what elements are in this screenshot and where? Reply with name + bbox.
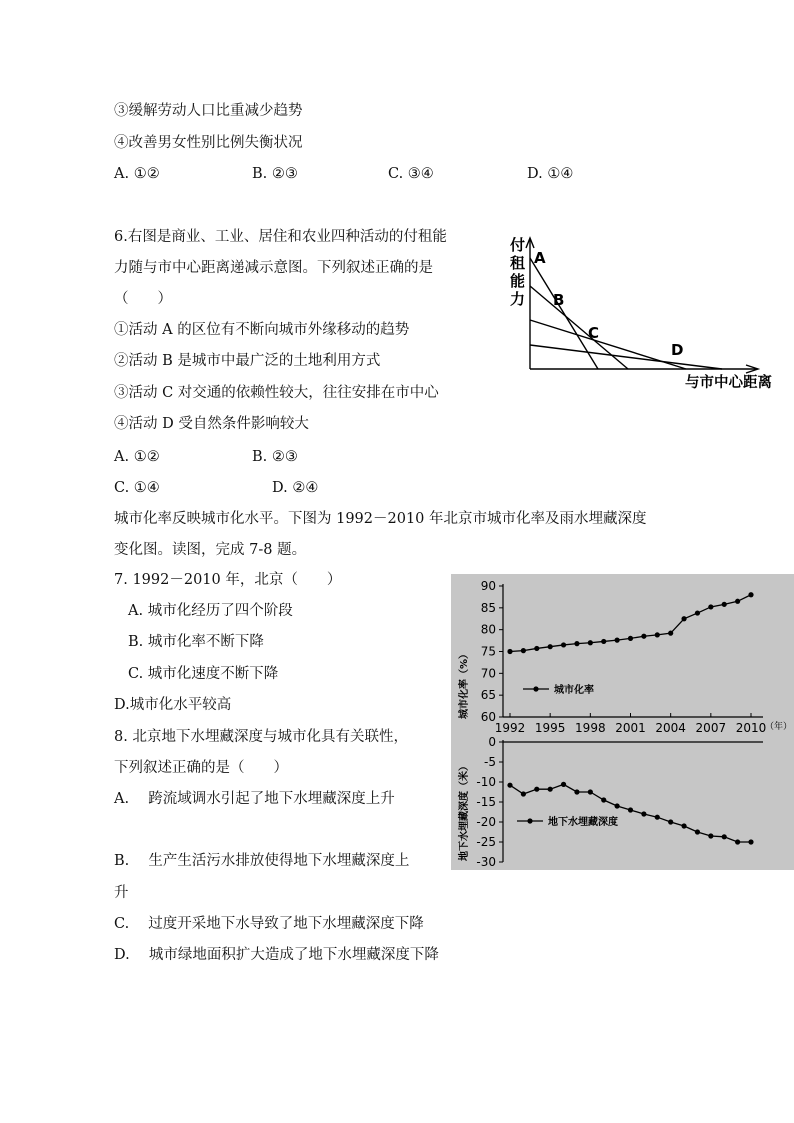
urbanization-x-tick-label: 2001 (615, 721, 646, 735)
groundwater-y-tick-label: -20 (476, 815, 496, 829)
q8-option-a: A. 跨流域调水引起了地下水埋藏深度上升 (114, 791, 395, 807)
urbanization-x-tick-label: 1998 (575, 721, 606, 735)
urbanization-x-tick-label: 2004 (655, 721, 686, 735)
urbanization-legend-label: 城市化率 (554, 685, 594, 696)
groundwater-data-point (722, 834, 727, 839)
bid-rent-xlabel: 与市中心距离 (685, 375, 772, 391)
q6-option-a: A. ①② (114, 449, 160, 465)
groundwater-data-point (588, 789, 593, 794)
urbanization-data-point (561, 642, 566, 647)
groundwater-data-point (695, 829, 700, 834)
q6-item-2: ②活动 B 是城市中最广泛的土地利用方式 (114, 353, 381, 369)
urbanization-y-tick-label: 65 (480, 688, 496, 703)
groundwater-data-point (668, 819, 673, 824)
urbanization-data-point (668, 631, 673, 636)
groundwater-y-tick-label: -10 (476, 775, 496, 789)
urbanization-data-point (588, 640, 593, 645)
q5-item-4: ④改善男女性别比例失衡状况 (114, 135, 303, 151)
activity-b-line (530, 286, 628, 369)
q6-option-d: D. ②④ (272, 480, 319, 496)
urbanization-legend-marker (533, 686, 538, 691)
q8-option-b-line1: B. 生产生活污水排放使得地下水埋藏深度上 (114, 853, 410, 869)
groundwater-y-tick-label: -25 (476, 835, 496, 849)
groundwater-y-tick-label: 0 (488, 735, 496, 749)
groundwater-data-point (561, 782, 566, 787)
label-d: D (671, 341, 684, 359)
urbanization-data-point (748, 592, 753, 597)
label-b: B (553, 291, 565, 309)
groundwater-data-point (548, 787, 553, 792)
groundwater-legend-label: 地下水埋藏深度 (548, 817, 618, 828)
q8-stem-line1: 8. 北京地下水埋藏深度与城市化具有关联性， (114, 729, 408, 745)
groundwater-data-point (601, 797, 606, 802)
groundwater-y-axis-label: 地下水埋藏深度（米） (459, 761, 470, 861)
urbanization-data-point (574, 641, 579, 646)
bid-rent-ylabel-3: 能 (510, 272, 526, 290)
label-c: C (588, 324, 600, 342)
urbanization-x-tick-label: 1992 (494, 721, 526, 735)
urbanization-y-tick-label: 60 (480, 710, 496, 724)
groundwater-legend-marker (527, 818, 532, 823)
q8-option-c: C. 过度开采地下水导致了地下水埋藏深度下降 (114, 916, 424, 932)
bid-rent-ylabel-2: 租 (510, 254, 526, 272)
urbanization-x-tick-label: 2010 (735, 721, 767, 735)
bid-rent-ylabel-4: 力 (510, 290, 526, 308)
groundwater-data-point (521, 791, 526, 796)
label-a: A (534, 249, 546, 267)
urbanization-data-point (534, 646, 539, 651)
urbanization-data-point (641, 634, 646, 639)
urbanization-y-tick-label: 75 (480, 644, 496, 659)
urbanization-data-point (655, 632, 660, 637)
intro-line-2: 变化图。读图，完成 7-8 题。 (114, 542, 307, 558)
bid-rent-ylabel-1: 付 (510, 236, 526, 254)
groundwater-data-point (735, 839, 740, 844)
urbanization-data-point (722, 602, 727, 607)
groundwater-y-tick-label: -15 (476, 795, 496, 809)
groundwater-data-point (534, 787, 539, 792)
q6-stem-line2: 力随与市中心距离递减示意图。下列叙述正确的是 (114, 260, 433, 276)
urbanization-data-point (601, 639, 606, 644)
q6-option-c: C. ①④ (114, 480, 160, 496)
groundwater-data-point (708, 833, 713, 838)
q5-option-d: D. ①④ (527, 166, 574, 182)
q5-option-c: C. ③④ (388, 166, 434, 182)
groundwater-y-tick-label: -30 (476, 855, 496, 869)
q6-stem-line1: 6.右图是商业、工业、居住和农业四种活动的付租能 (114, 229, 447, 245)
q5-option-b: B. ②③ (252, 166, 298, 182)
urbanization-x-tick-label: 2007 (695, 721, 727, 735)
urbanization-x-tick-label: 1995 (534, 721, 566, 735)
groundwater-data-point (748, 839, 753, 844)
urbanization-y-tick-label: 80 (480, 622, 496, 637)
q7-option-d: D.城市化水平较高 (114, 697, 232, 713)
bid-rent-figure (500, 228, 794, 394)
q8-option-d: D. 城市绿地面积扩大造成了地下水埋藏深度下降 (114, 947, 439, 963)
groundwater-data-point (628, 807, 633, 812)
beijing-urbanization-groundwater-chart (451, 574, 794, 870)
urbanization-data-point (628, 636, 633, 641)
q6-item-4: ④活动 D 受自然条件影响较大 (114, 416, 309, 432)
q8-stem-line2: 下列叙述正确的是（ ） (114, 760, 288, 776)
q6-option-b: B. ②③ (252, 449, 298, 465)
x-axis-unit: （年） (765, 722, 793, 732)
urbanization-y-tick-label: 70 (480, 666, 496, 681)
urbanization-data-point (695, 610, 700, 615)
q7-option-b: B. 城市化率不断下降 (128, 634, 264, 650)
q6-item-1: ①活动 A 的区位有不断向城市外缘移动的趋势 (114, 322, 410, 338)
q5-item-3: ③缓解劳动人口比重减少趋势 (114, 103, 303, 119)
q7-option-a: A. 城市化经历了四个阶段 (128, 603, 293, 619)
urbanization-y-tick-label: 90 (480, 579, 496, 593)
groundwater-y-tick-label: -5 (484, 755, 496, 769)
groundwater-data-point (507, 783, 512, 788)
urbanization-data-point (708, 604, 713, 609)
urbanization-data-point (615, 638, 620, 643)
q6-answer-paren: （ ） (114, 291, 172, 307)
activity-d-line (530, 345, 722, 369)
groundwater-data-point (641, 811, 646, 816)
urbanization-data-point (507, 649, 512, 654)
groundwater-data-point (615, 803, 620, 808)
urbanization-y-tick-label: 85 (480, 600, 496, 615)
urbanization-data-point (681, 616, 686, 621)
q7-stem: 7. 1992－2010 年，北京（ ） (114, 572, 342, 588)
urbanization-data-point (548, 644, 553, 649)
groundwater-data-point (574, 789, 579, 794)
q6-item-3: ③活动 C 对交通的依赖性较大，往往安排在市中心 (114, 385, 439, 401)
urbanization-data-point (521, 648, 526, 653)
urbanization-data-point (735, 599, 740, 604)
q7-option-c: C. 城市化速度不断下降 (128, 666, 279, 682)
q5-option-a: A. ①② (114, 166, 160, 182)
q8-option-b-line2: 升 (114, 885, 129, 901)
urbanization-y-axis-label: 城市化率（%） (459, 648, 470, 720)
intro-line-1: 城市化率反映城市化水平。下图为 1992－2010 年北京市城市化率及雨水埋藏深度 (114, 511, 647, 527)
groundwater-data-point (655, 815, 660, 820)
groundwater-data-point (681, 823, 686, 828)
